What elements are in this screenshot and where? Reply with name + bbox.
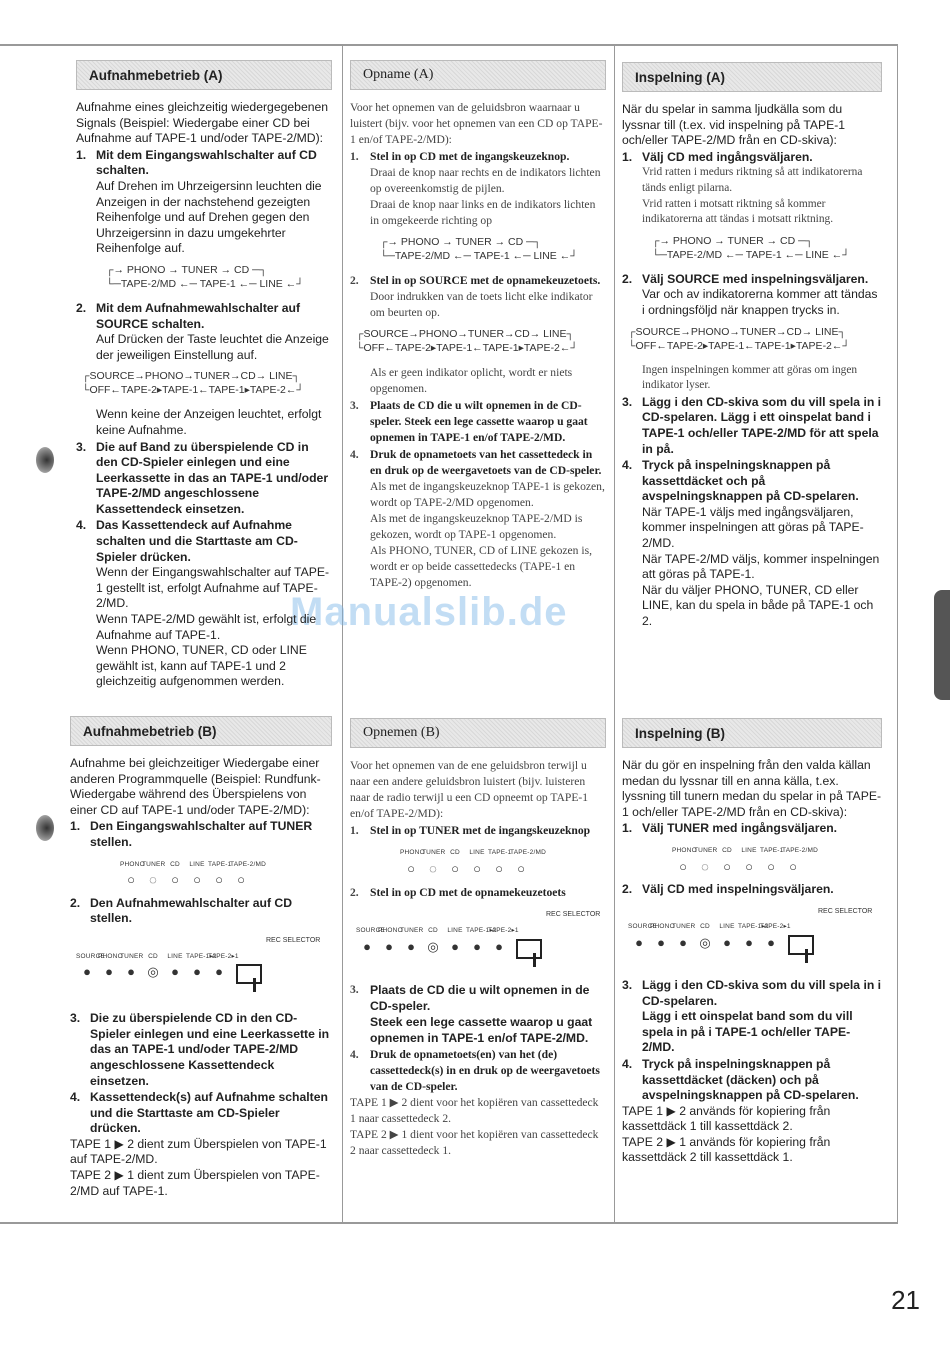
step-3: 3. Plaats de CD die u wilt opnemen in de CD-speler. Steek een lege cassette waarop u gaat opnemen in TAPE-1 en/of TAPE-2/MD. bbox=[350, 398, 606, 446]
step-3: 3. Lägg i den CD-skiva som du vill spela in i CD-spelaren. Lägg i ett oinspelat band i TAPE-1 och/eller TAPE-2/MD för att spela in på. bbox=[622, 394, 882, 456]
intro-text: Voor het opnemen van de geluidsbron waarnaar u luistert (bijv. voor het opnemen van een CD op TAPE-1 en/of TAPE-2/MD): bbox=[350, 101, 603, 146]
step-heading: Mit dem Aufnahmewahlschalter auf SOURCE schalten. bbox=[96, 300, 301, 331]
intro-text: Voor het opnemen van de ene geluidsbron terwijl u naar een andere geluidsbron luistert (bijv. luisteren naar de radio terwijl u een CD opneemt op TAPE-1 en/of TAPE-2/MD): bbox=[350, 759, 589, 820]
step-2: 2. Välj SOURCE med inspelningsväljaren. Var och av indikatorerna kommer att tändas i ordningsföljd när knappen trycks in. bbox=[622, 272, 882, 319]
section-title: Inspelning (B) bbox=[622, 718, 882, 748]
step-body: TAPE 1 ▶ 2 används för kopiering från kassettdäck 1 till kassettdäck 2. TAPE 2 ▶ 1 används för kopiering från kassettdäck 2 till kassettdäck 1. bbox=[622, 1103, 831, 1165]
step-2: 2. Välj CD med inspelningsväljaren. bbox=[622, 882, 882, 898]
step-body: Var och av indikatorerna kommer att tändas i ordningsföljd när knappen trycks in. bbox=[642, 287, 878, 317]
step-body: Auf Drehen im Uhrzeigersinn leuchten die Anzeigen in der nachstehend gezeigten Reihenfolge und auf Drehen gegen den Uhrzeigersinn in dazu umgekehrter Reihenfolge auf. bbox=[96, 178, 322, 256]
column-divider-2 bbox=[614, 46, 615, 1222]
step-body: Als met de ingangskeuzeknop TAPE-1 is gekozen, wordt op TAPE-2/MD opgenomen. Als met de ingangskeuzeknop TAPE-2/MD is gekozen, wordt op TAPE-1 opgenomen. Als PHONO, TUNER, CD of LINE gekozen is, wordt er op beide cassettedecks (TAPE-1 en TAPE-2) opgenomen. bbox=[370, 480, 605, 589]
rec-selector-button bbox=[788, 935, 814, 955]
section-title: Opname (A) bbox=[350, 60, 606, 90]
input-selector-illustration: PHONO TUNER CD LINE TAPE-1 TAPE-2/MD ○ ◌ ○ ○ ○ ○ bbox=[400, 849, 546, 876]
section-dutch-a bbox=[350, 60, 606, 591]
section-german-b bbox=[70, 716, 332, 1199]
step-4: 4. Druk de opnametoets van het cassettedeck in en druk op de weergavetoets van de CD-speler. Als met de ingangskeuzeknop TAPE-1 is gekozen, wordt op TAPE-2/MD opgenomen. Als met de ingangskeuzeknop TAPE-2/MD is gekozen, wordt op TAPE-1 opgenomen. Als PHONO, TUNER, CD of LINE gekozen is, wordt er op beide cassettedecks (TAPE-1 en TAPE-2) opgenomen. bbox=[350, 448, 605, 589]
step-heading: Das Kassettendeck auf Aufnahme schalten und die Starttaste am CD-Spieler drücken. bbox=[96, 518, 298, 564]
step-heading: Druk de opnametoets van het cassettedeck in en druk op de weergavetoets van de CD-speler. bbox=[370, 448, 602, 477]
input-sequence-diagram: ┌→ PHONO → TUNER → CD ─┐ └─TAPE-2/MD ←─ TAPE-1 ←─ LINE ←┘ bbox=[652, 234, 850, 261]
input-selector-illustration: PHONO TUNER CD LINE TAPE-1 TAPE-2/MD ○ ◌ ○ ○ ○ ○ bbox=[120, 860, 266, 888]
step-1: 1. Mit dem Eingangswahlschalter auf CD schalten. Auf Drehen im Uhrzeigersinn leuchten die Anzeigen in der nachstehend gezeigten Reihenfolge und auf Drehen gegen den Uhrzeigersinn in dazu umgekehrter Reihenfolge auf. bbox=[76, 148, 332, 257]
step-heading: Stel in op SOURCE met de opnamekeuzetoets. bbox=[370, 274, 601, 287]
step-heading: Kassettendeck(s) auf Aufnahme schalten und die Starttaste am CD-Spieler drücken. bbox=[90, 1090, 328, 1136]
section-swedish-a bbox=[622, 62, 882, 630]
section-title: Aufnahmebetrieb (A) bbox=[76, 60, 332, 90]
step-4: 4. Tryck på inspelningsknappen på kassettdäcket och på avspelningsknappen på CD-spelaren. När TAPE-1 väljs med ingångsväljaren, kommer inspelningen att göras på TAPE-2/MD. När TAPE-2/MD väljs, kommer inspelningen att göras på TAPE-1. När du väljer PHONO, TUNER, CD eller LINE, kan du spela in både på TAPE-1 och 2. bbox=[622, 458, 882, 630]
step-heading: Lägg i den CD-skiva som du vill spela in i CD-spelaren. bbox=[642, 977, 882, 1008]
rec-selector-button bbox=[516, 939, 542, 959]
step-heading: Stel in op TUNER met de ingangskeuzeknop bbox=[370, 824, 591, 837]
step-heading: Mit dem Eingangswahlschalter auf CD schalten. bbox=[96, 147, 317, 178]
step-body: Wenn der Eingangswahlschalter auf TAPE-1 gestellt ist, erfolgt Aufnahme auf TAPE-2/MD. Wenn TAPE-2/MD gewählt ist, erfolgt die Aufnahme auf TAPE-1. Wenn PHONO, TUNER, CD oder LINE gewählt ist, kann auf TAPE-1 und 2 gleichzeitig aufgenommen werden. bbox=[96, 565, 330, 689]
step-2: 2. Stel in op CD met de opnamekeuzetoets bbox=[350, 885, 606, 901]
section-title: Opnemen (B) bbox=[350, 718, 606, 748]
step-heading: Druk de opnametoets(en) van het (de) cassettedeck(s) in en druk op de weergavetoets van de CD-speler. bbox=[370, 1048, 600, 1093]
step-heading: Plaats de CD die u wilt opnemen in de CD-speler. Steek een lege cassette waarop u gaat opnemen in TAPE-1 en/of TAPE-2/MD. bbox=[370, 399, 588, 444]
step-3: 3. Plaats de CD die u wilt opnemen in de CD-speler. Steek een lege cassette waarop u gaat opnemen in TAPE-1 en/of TAPE-2/MD. bbox=[350, 982, 606, 1046]
step-note: Ingen inspelningen kommer att göras om ingen indikator lyser. bbox=[642, 363, 858, 392]
input-sequence-diagram: ┌→ PHONO → TUNER → CD ─┐ └─TAPE-2/MD ←─ TAPE-1 ←─ LINE ←┘ bbox=[106, 263, 304, 290]
step-1: 1. Välj CD med ingångsväljaren. Vrid ratten i medurs riktning så att indikatorerna tänds enligt pilarna. Vrid ratten i motsatt riktning så kommer indikatorerna att tändas i motsatt riktning. bbox=[622, 150, 882, 228]
section-title: Inspelning (A) bbox=[622, 62, 882, 92]
step-4: 4. Das Kassettendeck auf Aufnahme schalten und die Starttaste am CD-Spieler drücken. Wenn der Eingangswahlschalter auf TAPE-1 gestellt ist, erfolgt Aufnahme auf TAPE-2/MD. Wenn TAPE-2/MD gewählt ist, erfolgt die Aufnahme auf TAPE-1. Wenn PHONO, TUNER, CD oder LINE gewählt ist, kann auf TAPE-1 und 2 gleichzeitig aufgenommen werden. bbox=[76, 518, 332, 690]
step-2: 2. Stel in op SOURCE met de opnamekeuzetoets. Door indrukken van de toets licht elke indikator om beurten op. bbox=[350, 273, 606, 321]
step-heading: Stel in op CD met de ingangskeuzeknop. bbox=[370, 150, 570, 163]
thumb-tab bbox=[934, 590, 950, 700]
step-heading: Stel in op CD met de opnamekeuzetoets bbox=[370, 886, 566, 899]
step-note: Wenn keine der Anzeigen leuchtet, erfolgt keine Aufnahme. bbox=[96, 407, 322, 437]
step-heading: Välj SOURCE med inspelningsväljaren. bbox=[642, 271, 869, 286]
rec-sequence-diagram: ┌SOURCE→PHONO→TUNER→CD→ LINE┐ └OFF←TAPE-2▸TAPE-1←TAPE-1▸TAPE-2←┘ bbox=[628, 325, 850, 352]
step-body: Auf Drücken der Taste leuchtet die Anzeige der jeweiligen Einstellung auf. bbox=[96, 332, 329, 362]
rec-selector-illustration: REC SELECTOR SOURCE PHONO TUNER CD LINE TAPE-1▸2 TAPE-2▸1 ● ● ● ◎ ● ● ● bbox=[628, 904, 882, 955]
intro-text: När du gör en inspelning från den valda källan medan du lyssnar till en anna källa, t.ex. lyssning till tunern medan du spelar in på TAPE-1 och/eller TAPE-2/MD från en CD-skiva): bbox=[622, 758, 882, 819]
intro-text: Aufnahme eines gleichzeitig wiedergegebenen Signals (Beispiel: Wiedergabe einer CD bei Aufnahme auf TAPE-1 und/oder TAPE-2/MD): bbox=[76, 100, 329, 146]
step-4: 4. Druk de opnametoets(en) van het (de) cassettedeck(s) in en druk op de weergavetoets van de CD-speler. bbox=[350, 1047, 606, 1095]
step-heading: Den Eingangswahlschalter auf TUNER stellen. bbox=[90, 819, 313, 849]
section-title: Aufnahmebetrieb (B) bbox=[70, 716, 332, 746]
rec-selector-button bbox=[236, 964, 262, 984]
step-heading: Lägg i den CD-skiva som du vill spela in i CD-spelaren. Lägg i ett oinspelat band i TAPE-1 och/eller TAPE-2/MD för att spela in på. bbox=[642, 394, 882, 456]
rec-sequence-diagram: ┌SOURCE→PHONO→TUNER→CD→ LINE┐ └OFF←TAPE-2▸TAPE-1←TAPE-1▸TAPE-2←┘ bbox=[82, 370, 304, 397]
step-body: Lägg i ett oinspelat band som du vill spela in på i TAPE-1 och/eller TAPE-2/MD. bbox=[642, 1009, 853, 1055]
step-heading: Välj CD med ingångsväljaren. bbox=[642, 149, 813, 164]
punch-hole bbox=[36, 815, 54, 841]
step-1: 1. Den Eingangswahlschalter auf TUNER stellen. bbox=[70, 819, 332, 850]
section-swedish-b bbox=[622, 718, 882, 1166]
intro-text: När du spelar in samma ljudkälla som du lyssnar till (t.ex. vid inspelning på TAPE-1 och/eller TAPE-2/MD från en CD-skiva): bbox=[622, 102, 846, 148]
step-3: 3. Die zu überspielende CD in den CD-Spieler einlegen und eine Leerkassette in das an TAPE-1 und/oder TAPE-2/MD angeschlossene Kassettendeck einsetzen. bbox=[70, 1011, 332, 1089]
step-heading: Välj TUNER med ingångsväljaren. bbox=[642, 821, 838, 836]
step-body: TAPE 1 ▶ 2 dient voor het kopiëren van cassettedeck 1 naar cassettedeck 2. TAPE 2 ▶ 1 dient voor het kopiëren van cassettedeck 2 naar cassettedeck 1. bbox=[350, 1096, 599, 1157]
step-1: 1. Välj TUNER med ingångsväljaren. bbox=[622, 821, 882, 837]
step-heading: Tryck på inspelningsknappen på kassettdäcket och på avspelningsknappen på CD-spelaren. bbox=[642, 458, 859, 504]
watermark: Manualslib.de bbox=[290, 590, 568, 634]
section-dutch-b bbox=[350, 718, 606, 1159]
step-heading: Tryck på inspelningsknappen på kassettdäcket (däcken) och på avspelningsknappen på CD-spelaren. bbox=[642, 1056, 859, 1103]
step-note: Als er geen indikator oplicht, wordt er niets opgenomen. bbox=[370, 366, 573, 395]
step-body: När TAPE-1 väljs med ingångsväljaren, kommer inspelningen att göras på TAPE-2/MD. När TAPE-2/MD väljs, kommer inspelningen att göras på TAPE-1. När du väljer PHONO, TUNER, CD eller LINE, kan du spela in både på TAPE-1 och 2. bbox=[642, 504, 880, 629]
input-selector-illustration: PHONO TUNER CD LINE TAPE-1 TAPE-2/MD ○ ◌ ○ ○ ○ ○ bbox=[672, 846, 818, 874]
step-heading: Plaats de CD die u wilt opnemen in de CD-speler. bbox=[370, 983, 590, 1013]
step-body: Draai de knop naar rechts en de indikators lichten op overeenkomstig de pijlen. Draai de knop naar links en de indikators lichten in omgekeerde richting op bbox=[370, 166, 601, 227]
step-body: Steek een lege cassette waarop u gaat opnemen in TAPE-1 en/of TAPE-2/MD. bbox=[370, 1015, 593, 1045]
step-body: Door indrukken van de toets licht elke indikator om beurten op. bbox=[370, 290, 593, 319]
punch-hole bbox=[36, 447, 54, 473]
step-heading: Die zu überspielende CD in den CD-Spieler einlegen und eine Leerkassette in das an TAPE-1 und/oder TAPE-2/MD angeschlossene Kassettendeck einsetzen. bbox=[90, 1011, 330, 1088]
step-body: TAPE 1 ▶ 2 dient zum Überspielen von TAPE-1 auf TAPE-2/MD. TAPE 2 ▶ 1 dient zum Überspielen von TAPE-2/MD auf TAPE-1. bbox=[70, 1136, 327, 1198]
rec-selector-illustration: REC SELECTOR SOURCE PHONO TUNER CD LINE TAPE-1▸2 TAPE-2▸1 ● ● ● ◎ ● ● ● bbox=[76, 933, 332, 984]
step-3: 3. Lägg i den CD-skiva som du vill spela in i CD-spelaren. Lägg i ett oinspelat band som du vill spela in på i TAPE-1 och/eller TAPE-2/MD. bbox=[622, 977, 882, 1055]
rec-sequence-diagram: ┌SOURCE→PHONO→TUNER→CD→ LINE┐ └OFF←TAPE-2▸TAPE-1←TAPE-1▸TAPE-2←┘ bbox=[356, 328, 578, 354]
step-heading: Den Aufnahmewahlschalter auf CD stellen. bbox=[90, 895, 293, 926]
step-heading: Die auf Band zu überspielende CD in den CD-Spieler einlegen und eine Leerkassette in das an TAPE-1 und/oder TAPE-2/MD angeschlossene Kassettendeck einsetzen. bbox=[96, 439, 329, 516]
step-body: Vrid ratten i medurs riktning så att indikatorerna tänds enligt pilarna. Vrid ratten i motsatt riktning så kommer indikatorerna att tändas i motsatt riktning. bbox=[642, 166, 863, 226]
section-german-a bbox=[70, 60, 332, 690]
step-heading: Välj CD med inspelningsväljaren. bbox=[642, 882, 834, 897]
rec-selector-illustration: REC SELECTOR SOURCE PHONO TUNER CD LINE TAPE-1▸2 TAPE-2▸1 ● ● ● ◎ ● ● ● bbox=[356, 907, 606, 959]
intro-text: Aufnahme bei gleichzeitiger Wiedergabe einer anderen Programmquelle (Beispiel: Rundfunk-Wiedergabe während des Überspielens von einer CD auf TAPE-1 und/oder TAPE-2/MD): bbox=[70, 756, 321, 817]
step-4: 4. Kassettendeck(s) auf Aufnahme schalten und die Starttaste am CD-Spieler drücken. bbox=[70, 1090, 332, 1137]
step-4: 4. Tryck på inspelningsknappen på kassettdäcket (däcken) och på avspelningsknappen på CD-spelaren. bbox=[622, 1057, 882, 1104]
input-sequence-diagram: ┌→ PHONO → TUNER → CD ─┐ └─TAPE-2/MD ←─ TAPE-1 ←─ LINE ←┘ bbox=[380, 236, 578, 262]
step-3: 3. Die auf Band zu überspielende CD in den CD-Spieler einlegen und eine Leerkassette in das an TAPE-1 und/oder TAPE-2/MD angeschlossene Kassettendeck einsetzen. bbox=[76, 440, 332, 518]
step-1: 1. Stel in op CD met de ingangskeuzeknop. Draai de knop naar rechts en de indikators lichten op overeenkomstig de pijlen. Draai de knop naar links en de indikators lichten in omgekeerde richting op bbox=[350, 149, 606, 229]
page-number: 21 bbox=[891, 1285, 920, 1315]
step-2: 2. Den Aufnahmewahlschalter auf CD stellen. bbox=[70, 896, 332, 927]
step-1: 1. Stel in op TUNER met de ingangskeuzeknop bbox=[350, 823, 606, 839]
step-2: 2. Mit dem Aufnahmewahlschalter auf SOURCE schalten. Auf Drücken der Taste leuchtet die Anzeige der jeweiligen Einstellung auf. bbox=[76, 301, 332, 363]
